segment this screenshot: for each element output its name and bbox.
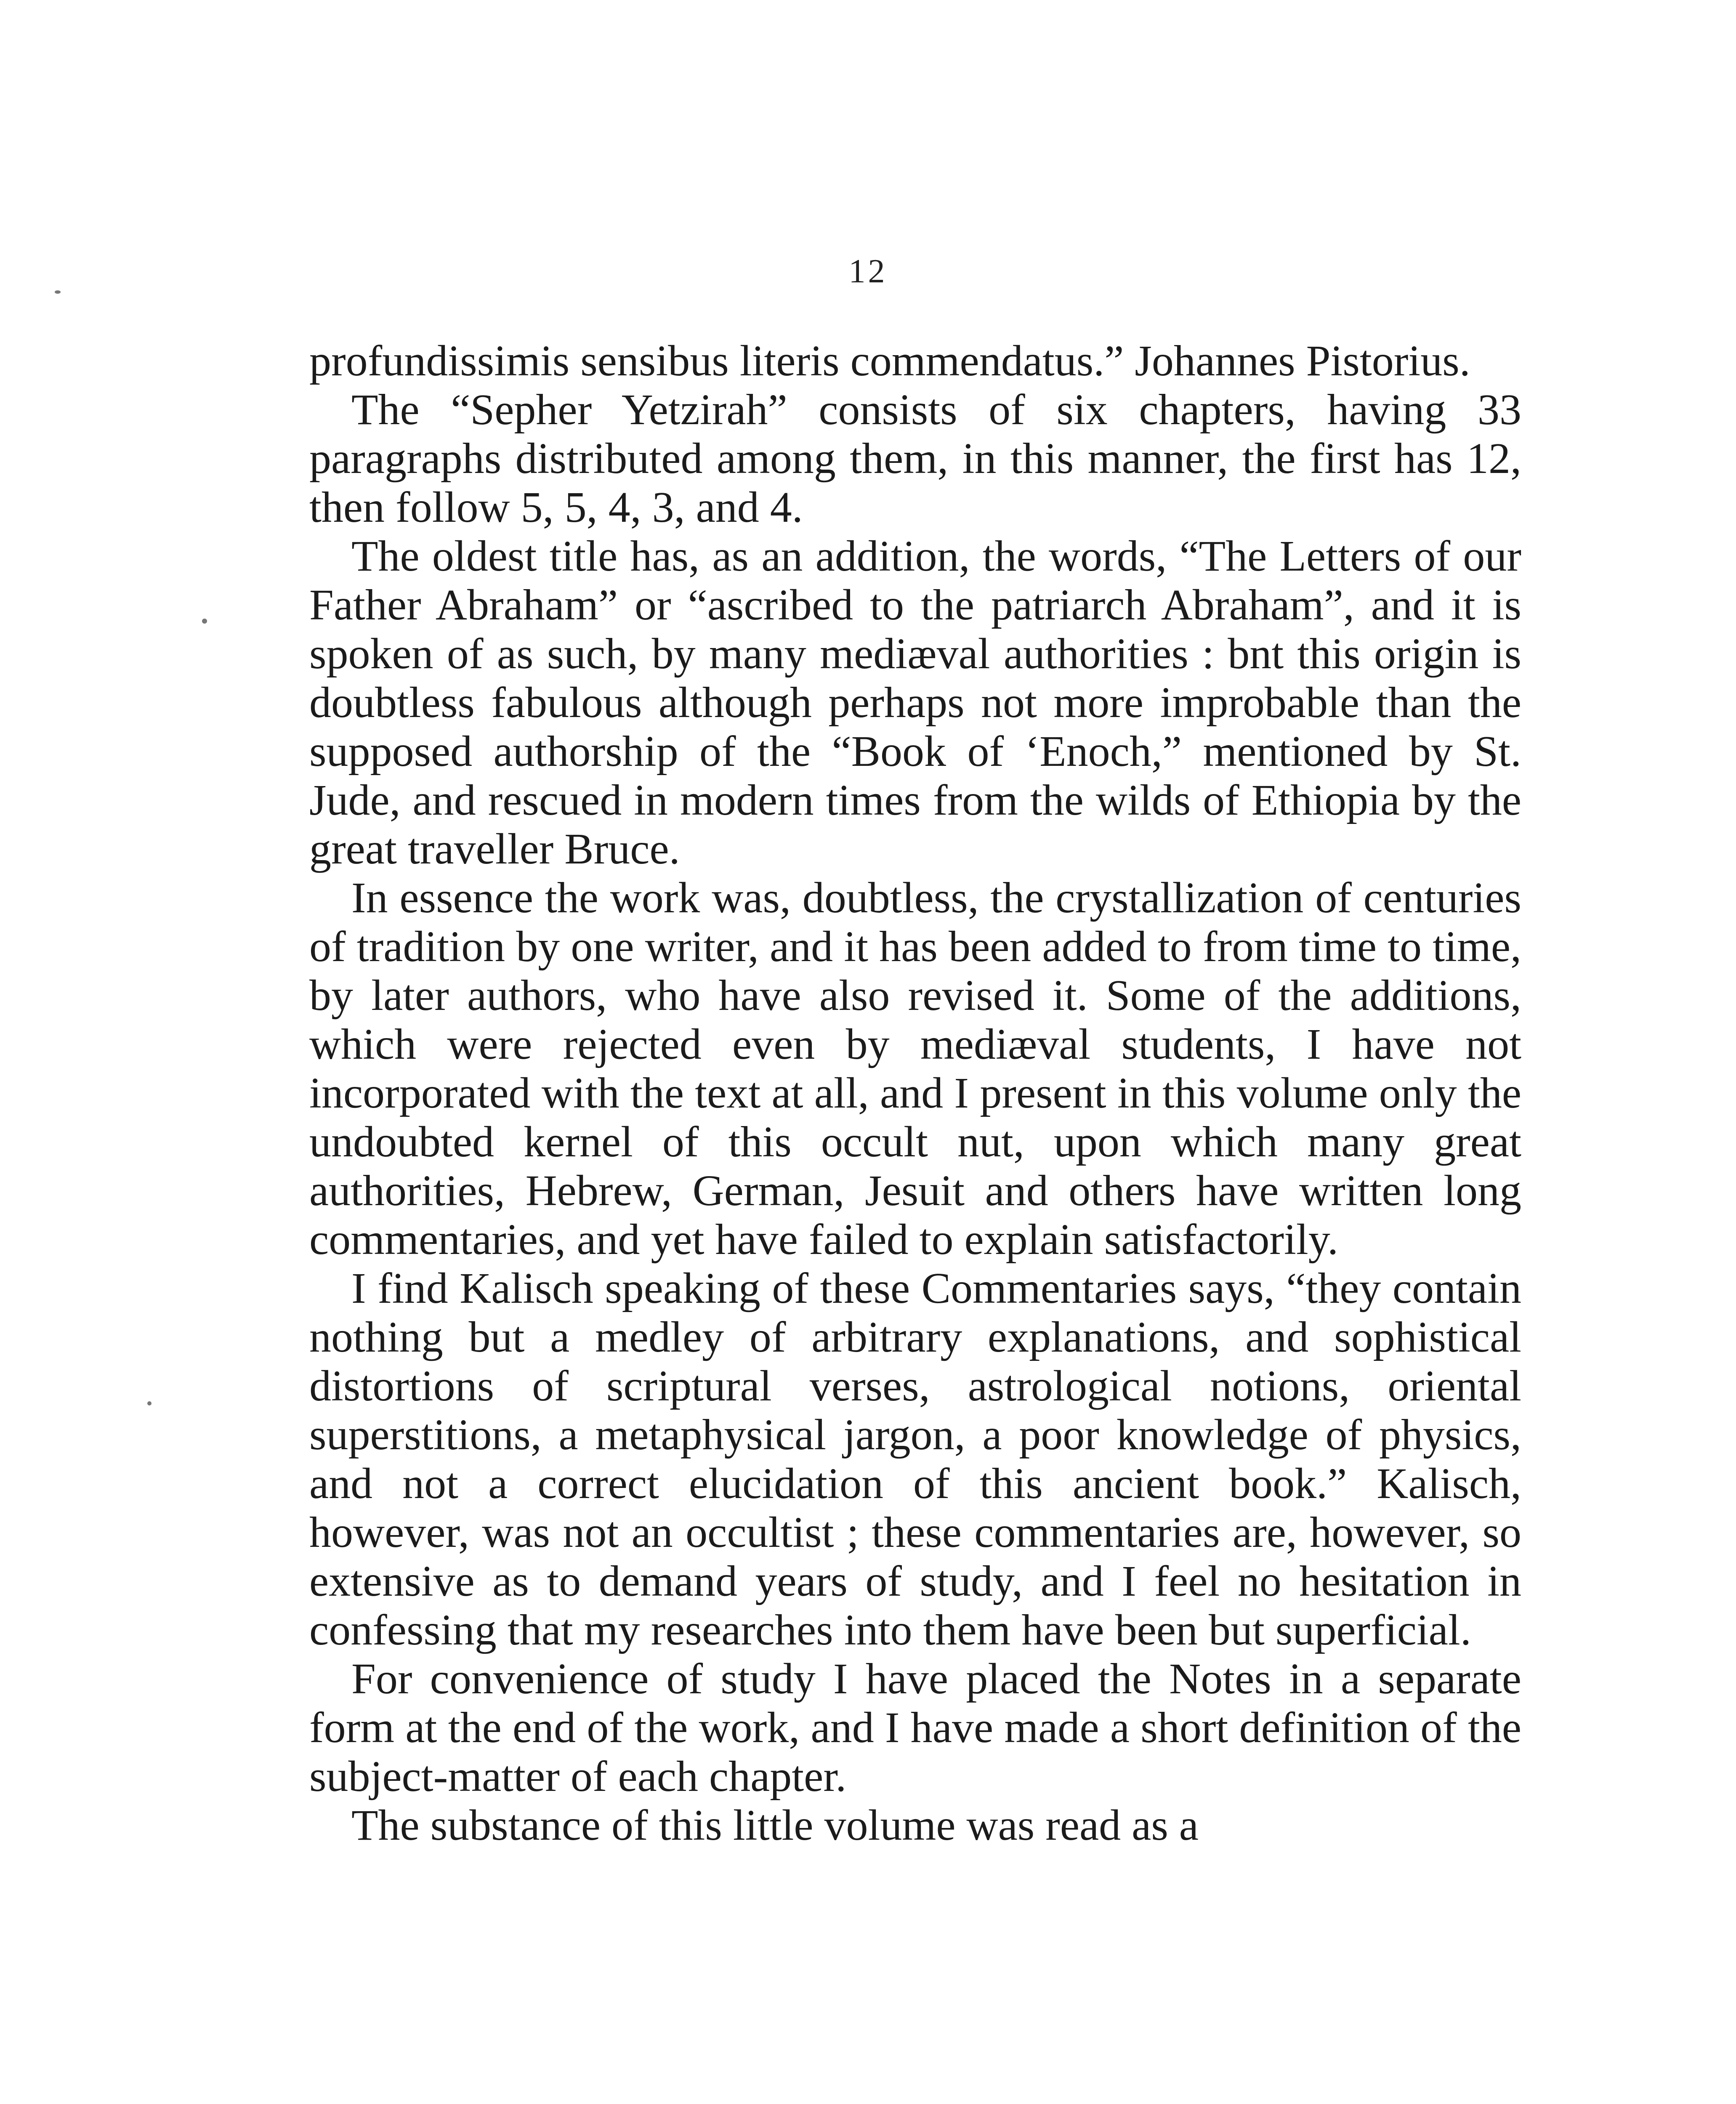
paragraph-2: The “Sepher Yetzirah” consists of six chapters, having 33 paragraphs distributed among them, in this manner, the first has 12, then follow 5, 5, 4, 3, and 4.	[309, 385, 1521, 531]
body-text	[309, 337, 1521, 1850]
paragraph-1: profundissimis sensibus literis commendatus.” Johannes Pistorius.	[309, 337, 1470, 385]
paragraph-6: For convenience of study I have placed the Notes in a separate form at the end of the work, and I have made a short definition of the subject-matter of each chapter.	[309, 1655, 1521, 1801]
paragraph-5: I find Kalisch speaking of these Commentaries says, “they contain nothing but a medley of arbitrary explanations, and sophistical distortions of scriptural verses, astrological notions, oriental superstitions, a metaphysical jargon, a poor knowledge of physics, and not a correct elucidation of this ancient book.” Kalisch, however, was not an occultist ; these commentaries are, however, so extensive as to demand years of study, and I feel no hesitation in confessing that my researches into them have been but superficial.	[309, 1264, 1521, 1654]
paragraph-3: The oldest title has, as an addition, the words, “The Letters of our Father Abraham” or “ascribed to the patriarch Abraham”, and it is spoken of as such, by many mediæval authorities : bnt this origin is doubtless fabulous although perhaps not more improbable than the supposed authorship of the “Book of ‘Enoch,” mentioned by St. Jude, and rescued in modern times from the wilds of Ethiopia by the great traveller Bruce.	[309, 532, 1521, 873]
paragraph-4: In essence the work was, doubtless, the crystallization of centuries of tradition by one writer, and it has been added to from time to time, by later authors, who have also revised it. Some of the additions, which were rejected even by mediæval students, I have not incorporated with the text at all, and I present in this volume only the undoubted kernel of this occult nut, upon which many great authorities, Hebrew, German, Jesuit and others have written long commentaries, and yet have failed to explain satisfactorily.	[309, 874, 1521, 1264]
scan-speck	[55, 290, 61, 294]
page-number: 12	[848, 253, 888, 290]
scan-speck	[147, 1401, 152, 1405]
scan-speck	[202, 619, 207, 624]
paragraph-7: The substance of this little volume was read as a	[351, 1801, 1199, 1849]
